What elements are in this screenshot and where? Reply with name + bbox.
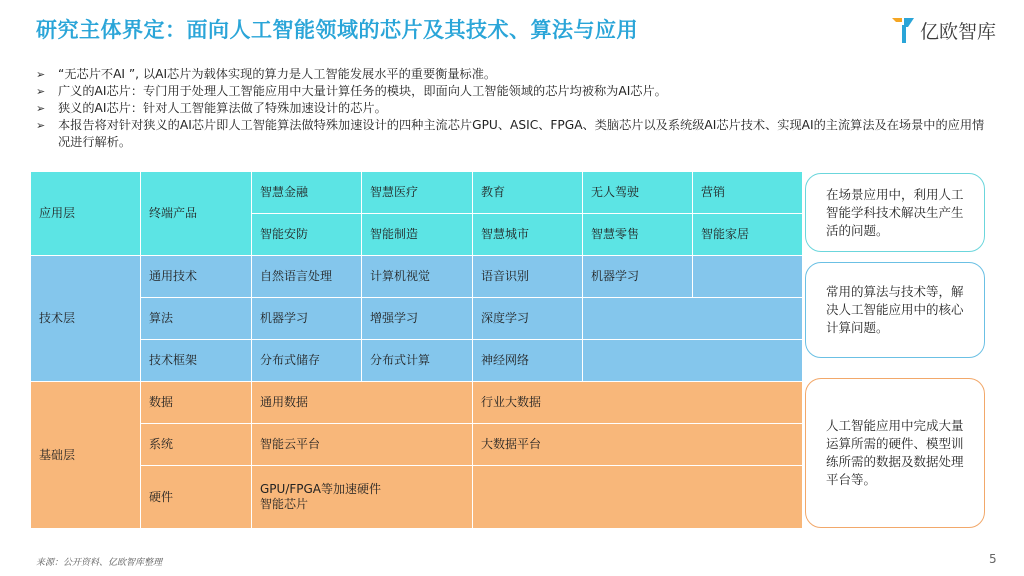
hardware-item: GPU/FPGA等加速硬件 <box>260 482 382 496</box>
table-cell: 分布式计算 <box>362 340 472 381</box>
table-cell: 分布式储存 <box>252 340 361 381</box>
sub-category-terminal: 终端产品 <box>141 172 251 255</box>
bullet-item: ➢ 广义的AI芯片：专门用于处理人工智能应用中大量计算任务的模块，即面向人工智能领域的芯片均被称为AI芯片。 <box>36 84 667 98</box>
note-box-foundation: 人工智能应用中完成大量运算所需的硬件、模型训练所需的数据及数据处理平台等。 <box>805 378 985 528</box>
layer-name-technology: 技术层 <box>31 256 140 381</box>
sub-category-label: 系统 <box>141 424 251 465</box>
table-cell: 计算机视觉 <box>362 256 472 297</box>
bullet-item: ➢ 狭义的AI芯片：针对人工智能算法做了特殊加速设计的芯片。 <box>36 101 387 115</box>
note-box-technology: 常用的算法与技术等，解决人工智能应用中的核心计算问题。 <box>805 262 985 358</box>
table-cell: 智慧金融 <box>252 172 361 213</box>
layer-name-application: 应用层 <box>31 172 140 255</box>
arrow-bullet-icon: ➢ <box>36 119 46 132</box>
page-number: 5 <box>989 552 997 566</box>
note-box-application: 在场景应用中，利用人工智能学科技术解决生产生活的问题。 <box>805 173 985 252</box>
table-cell: 智能云平台 <box>252 424 472 465</box>
table-cell: 自然语言处理 <box>252 256 361 297</box>
page-title: 研究主体界定：面向人工智能领域的芯片及其技术、算法与应用 <box>36 18 638 42</box>
table-cell-empty <box>583 298 802 339</box>
table-cell: 智慧医疗 <box>362 172 472 213</box>
hardware-item: 智能芯片 <box>260 497 309 511</box>
bullet-item: ➢ 本报告将对针对狭义的AI芯片即人工智能算法做特殊加速设计的四种主流芯片GPU、ASIC、FPGA、类脑芯片以及系统级AI芯片技术、实现AI的主流算法及在场景中的应用情况进行解析。 <box>36 118 985 149</box>
bullet-item: ➢ “无芯片不AI ”, 以AI芯片为载体实现的算力是人工智能发展水平的重要衡量标准。 <box>36 67 497 81</box>
table-cell: 营销 <box>693 172 802 213</box>
table-cell: 机器学习 <box>583 256 692 297</box>
table-cell: 机器学习 <box>252 298 361 339</box>
table-cell: 智慧城市 <box>473 214 582 255</box>
table-cell: 智慧零售 <box>583 214 692 255</box>
arrow-bullet-icon: ➢ <box>36 85 46 98</box>
source-note: 来源：公开资料、亿欧智库整理 <box>36 558 163 568</box>
table-cell: 无人驾驶 <box>583 172 692 213</box>
sub-category-label: 数据 <box>141 382 251 423</box>
table-cell: 教育 <box>473 172 582 213</box>
table-cell: 通用数据 <box>252 382 472 423</box>
table-cell: 智能制造 <box>362 214 472 255</box>
yiou-logo-icon <box>890 15 916 45</box>
table-cell-empty <box>693 256 802 297</box>
table-cell: 深度学习 <box>473 298 582 339</box>
brand-logo <box>890 14 996 46</box>
arrow-bullet-icon: ➢ <box>36 68 46 81</box>
logo-text: 亿欧智库 <box>920 20 997 43</box>
table-cell: 智能家居 <box>693 214 802 255</box>
table-cell: 智能安防 <box>252 214 361 255</box>
sub-category-label: 算法 <box>141 298 251 339</box>
arrow-bullet-icon: ➢ <box>36 102 46 115</box>
table-cell-empty <box>473 466 802 528</box>
sub-category-label: 硬件 <box>141 466 251 528</box>
table-cell: 语音识别 <box>473 256 582 297</box>
table-cell: 大数据平台 <box>473 424 802 465</box>
sub-category-label: 通用技术 <box>141 256 251 297</box>
table-cell: 增强学习 <box>362 298 472 339</box>
table-cell: 行业大数据 <box>473 382 802 423</box>
layer-name-foundation: 基础层 <box>31 382 140 528</box>
ai-layer-table <box>31 172 796 526</box>
table-cell-hardware <box>252 466 472 528</box>
sub-category-label: 技术框架 <box>141 340 251 381</box>
bullet-list <box>36 66 996 151</box>
table-cell-empty <box>583 340 802 381</box>
table-cell: 神经网络 <box>473 340 582 381</box>
